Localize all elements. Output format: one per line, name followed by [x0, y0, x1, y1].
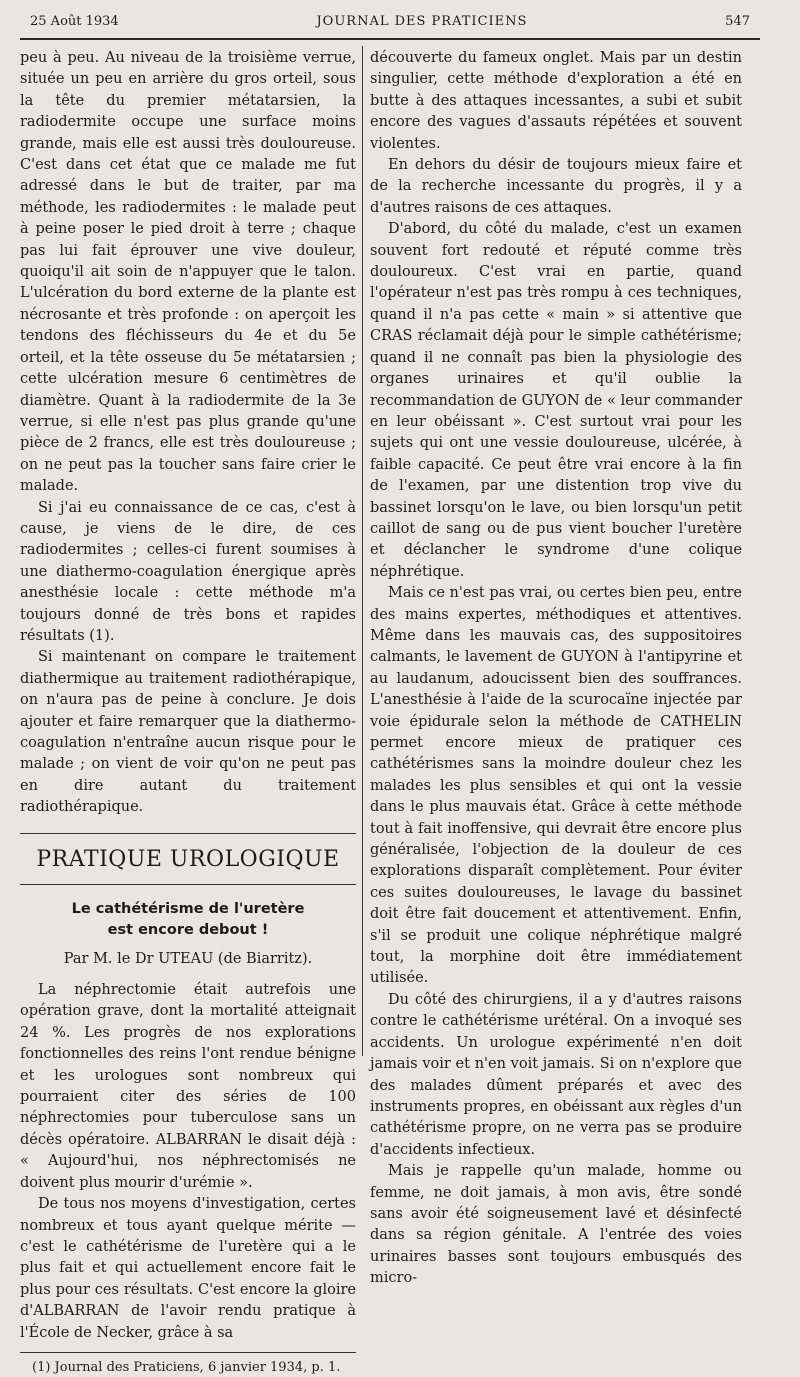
article-title: [20, 899, 356, 941]
journal-title: JOURNAL DES PRATICIENS: [316, 14, 528, 29]
left-paragraph-4: La néphrectomie était autrefois une opération grave, dont la mortalité atteignait 24 %. Les progrès de nos explorations fonctionnelles des reins l'ont rendue bénigne et les urologues sont nombreux qui pourraient citer des séries de 100 néphrectomies pour tuberculose sans un décès opératoire. ALBARRAN le disait déjà : « Aujourd'hui, nos néphrectomisés ne doivent plus mourir d'urémie ».: [20, 982, 356, 1191]
right-paragraph-3: D'abord, du côté du malade, c'est un examen souvent fort redouté et réputé comme très douloureux. C'est vrai en partie, quand l'opérateur n'est pas très rompu à ces techniques, quand il n'a pas cette « main » si attentive que CRAS réclamait déjà pour le simple cathétérisme; quand il ne connaît pas bien la physiologie des organes urinaires et qu'il oublie la recommandation de GUYON de « leur commander en leur obéissant ». C'est surtout vrai pour les sujets qui ont une vessie douloureuse, ulcérée, à faible capacité. Ce peut être vrai encore à la fin de l'examen, par une distention trop vive du bassinet lorsqu'on le lave, ou bien lorsqu'un petit caillot de sang ou de pus vient boucher l'uretère et déclancher le syndrome d'une colique néphrétique.: [370, 221, 742, 580]
left-paragraph-2: Si j'ai eu connaissance de ce cas, c'est à cause, je viens de le dire, de ces radiodermites ; celles-ci furent soumises à une diathermo-coagulation énergique après anesthésie locale : cette méthode m'a toujours donné de très bons et rapides résultats (1).: [20, 499, 356, 644]
left-paragraph-3: Si maintenant on compare le traitement diathermique au traitement radiothérapique, on n'aura pas de peine à conclure. Je dois ajouter et faire remarquer que la diathermo-coagulation n'entraîne aucun risque pour le malade ; on vient de voir qu'on ne peut pas en dire autant du traitement radiothérapique.: [20, 649, 356, 816]
section-title: PRATIQUE UROLOGIQUE: [36, 846, 340, 872]
right-paragraph-1: découverte du fameux onglet. Mais par un destin singulier, cette méthode d'exploration a été en butte à des attaques incessantes, a subi et subit encore des vagues d'assauts répétées et souvent violentes.: [370, 50, 742, 152]
right-paragraph-6: Mais je rappelle qu'un malade, homme ou femme, ne doit jamais, à mon avis, être sondé sans avoir été soigneusement lavé et désinfecté dans sa région génitale. A l'entrée des voies urinaires basses sont toujours embusqués des micro-: [370, 1163, 742, 1287]
article-title-line-2: est encore debout !: [107, 921, 269, 938]
header-rule: [20, 38, 760, 40]
section-rule-bottom: [20, 884, 356, 885]
right-paragraph-4: Mais ce n'est pas vrai, ou certes bien peu, entre des mains expertes, méthodiques et attentives. Même dans les mauvais cas, des suppositoires calmants, le lavement de GUYON à l'antipyrine et au laudanum, adoucissent bien des souffrances. L'anesthésie à l'aide de la scurocaïne injectée par voie épidurale selon la méthode de CATHELIN permet encore mieux de pratiquer ces cathétérismes sans la moindre douleur chez les malades les plus sensibles et qui ont la vessie dans le plus mauvais état. Grâce à cette méthode tout à fait inoffensive, qui devrait être encore plus généralisée, l'objection de la douleur de ces explorations disparaît complètement. Pour éviter ces suites douloureuses, le lavage du bassinet doit être fait doucement et attentivement. Enfin, s'il se produit une colique néphrétique malgré tout, la morphine doit être immédiatement utilisée.: [370, 585, 742, 987]
footnote: (1) Journal des Praticiens, 6 janvier 1934, p. 1.: [32, 1359, 341, 1375]
page-number: 547: [725, 14, 750, 29]
running-head: [30, 14, 750, 36]
header-date: 25 Août 1934: [30, 14, 119, 29]
section-rule-top: [20, 833, 356, 834]
footnote-rule: [20, 1352, 356, 1353]
left-column: [20, 48, 356, 1377]
right-paragraph-5: Du côté des chirurgiens, il a y d'autres raisons contre le cathétérisme urétéral. On a invoqué ses accidents. Un urologue expérimenté n'en doit jamais voir et n'en voit jamais. Si on n'explore que des malades dûment préparés et avec des instruments propres, en obéissant aux règles d'un cathétérisme propre, on ne verra pas se produire d'accidents infectieux.: [370, 991, 742, 1158]
left-paragraph-1: peu à peu. Au niveau de la troisième verrue, située un peu en arrière du gros orteil, sous la tête du premier métatarsien, la radiodermite occupe une surface moins grande, mais elle est aussi très douloureuse. C'est dans cet état que ce malade me fut adressé dans le but de traiter, par ma méthode, les radiodermites : le malade peut à peine poser le pied droit à terre ; chaque pas lui fait éprouver une vive douleur, quoiqu'il ait soin de n'appuyer que le talon. L'ulcération du bord externe de la plante est nécrosante et très profonde : on aperçoit les tendons des fléchisseurs du 4e et du 5e orteil, et la tête osseuse du 5e métatarsien ; cette ulcération mesure 6 centimètres de diamètre. Quant à la radiodermite de la 3e verrue, si elle n'est pas plus grande qu'une pièce de 2 francs, elle est très douloureuse ; on ne peut pas la toucher sans faire crier le malade.: [20, 50, 356, 495]
left-paragraph-5: De tous nos moyens d'investigation, certes nombreux et tous ayant quelque mérite — c'est le cathétérisme de l'uretère qui a le plus fait et qui actuellement encore fait le plus pour ces résultats. C'est encore la gloire d'ALBARRAN de l'avoir rendu pratique à l'École de Necker, grâce à sa: [20, 1196, 356, 1341]
right-column: [370, 48, 742, 1290]
article-byline: Par M. le Dr UTEAU (de Biarritz).: [63, 950, 313, 967]
right-paragraph-2: En dehors du désir de toujours mieux faire et de la recherche incessante du progrès, il y a d'autres raisons de ces attaques.: [370, 157, 742, 216]
column-divider: [362, 46, 363, 1056]
article-title-line-1: Le cathétérisme de l'uretère: [71, 900, 305, 917]
